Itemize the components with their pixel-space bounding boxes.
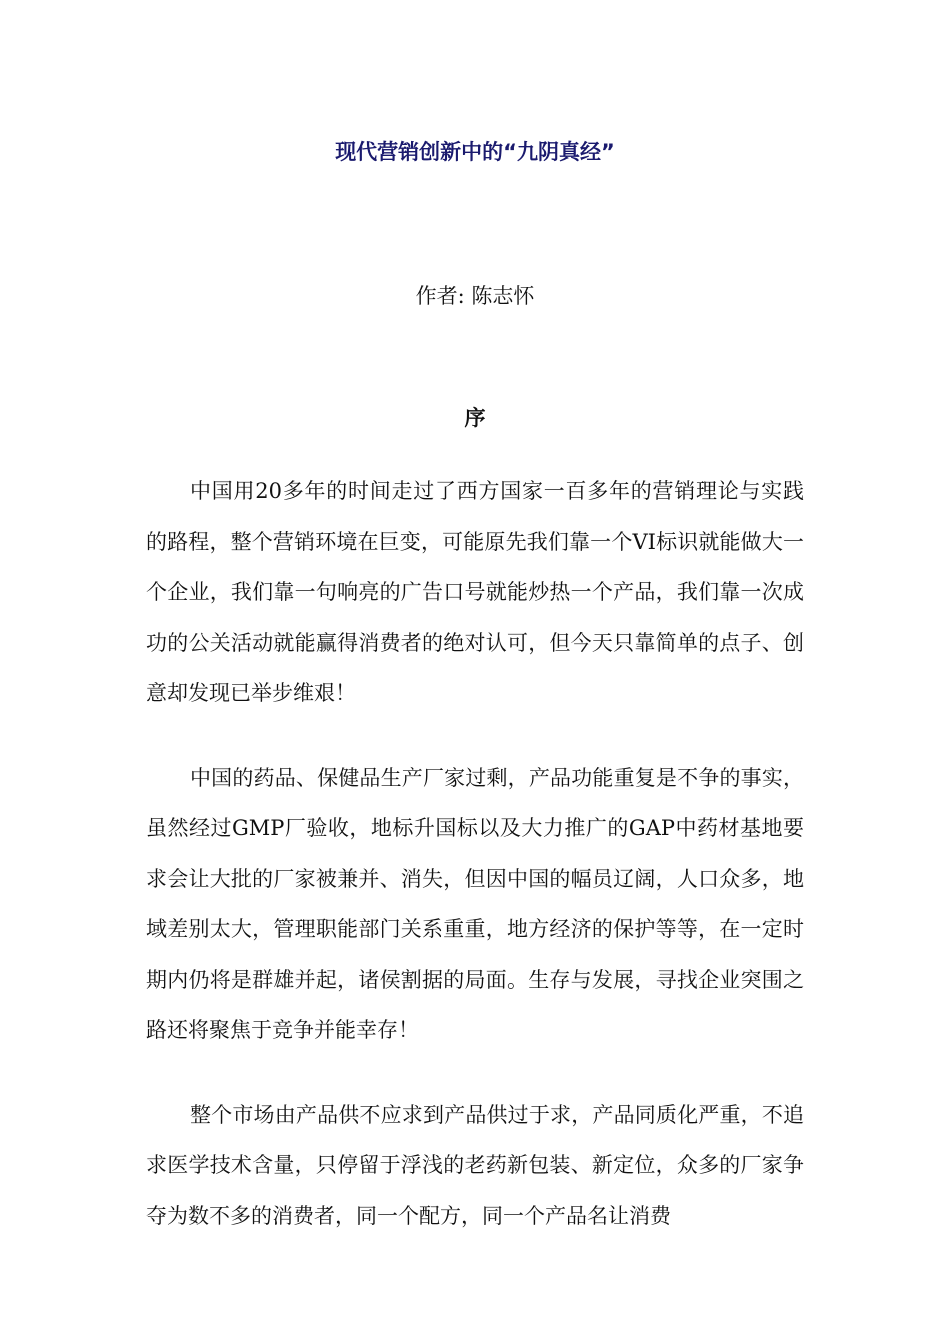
section-heading: 序: [464, 406, 486, 430]
paragraph-1: 中国用20多年的时间走过了西方国家一百多年的营销理论与实践的路程，整个营销环境在巨变，可能原先我们靠一个VI标识就能做大一个企业，我们靠一句响亮的广告口号就能炒热一个产品，我们靠一次成功的公关活动就能赢得消费者的绝对认可，但今天只靠简单的点子、创意却发现已举步维艰！: [146, 479, 804, 705]
document-body: [146, 466, 804, 1275]
author-line: 作者: 陈志怀: [415, 284, 535, 308]
paragraph-2: 中国的药品、保健品生产厂家过剩，产品功能重复是不争的事实，虽然经过GMP厂验收，地标升国标以及大力推广的GAP中药材基地要求会让大批的厂家被兼并、消失，但因中国的幅员辽阔，人口众多，地域差别太大，管理职能部门关系重重，地方经济的保护等等，在一定时期内仍将是群雄并起，诸侯割据的局面。生存与发展，寻找企业突围之路还将聚焦于竞争并能幸存！: [146, 765, 804, 1042]
paragraph-3: 整个市场由产品供不应求到产品供过于求，产品同质化严重，不追求医学技术含量，只停留于浮浅的老药新包装、新定位，众多的厂家争夺为数不多的消费者，同一个配方，同一个产品名让消费: [146, 1102, 804, 1228]
document-title: 现代营销创新中的“九阴真经”: [335, 140, 615, 164]
